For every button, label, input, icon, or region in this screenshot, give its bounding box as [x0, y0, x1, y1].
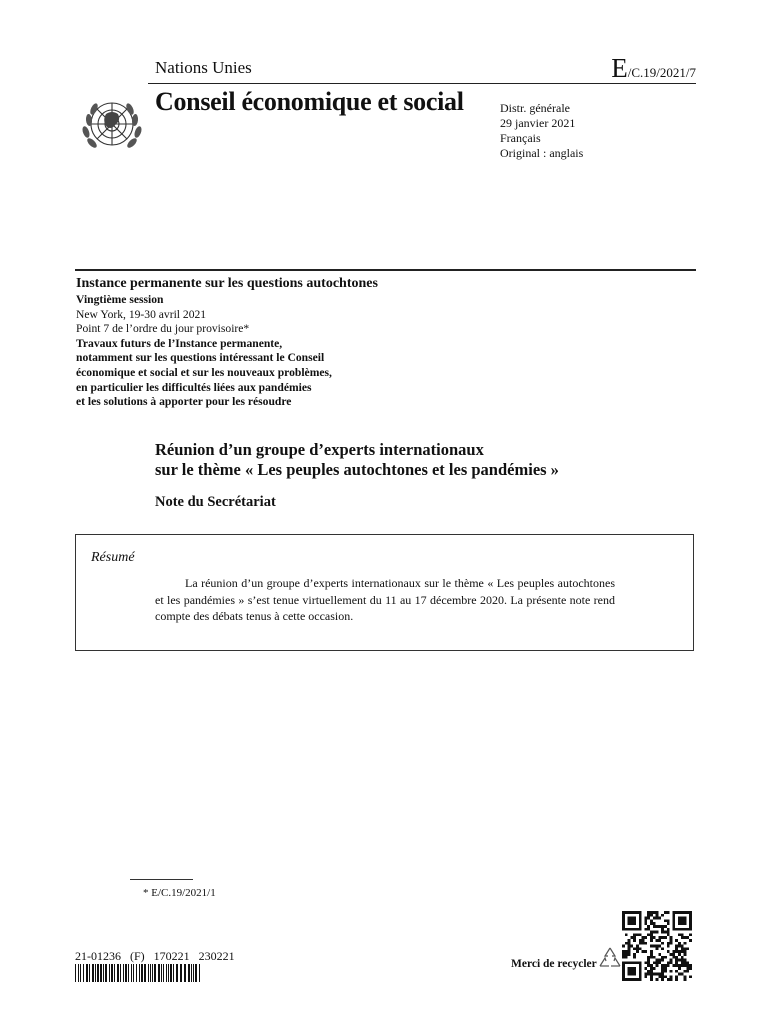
section-rule [75, 269, 696, 271]
distr-original: Original : anglais [500, 146, 584, 160]
agenda-title-line: économique et social et sur les nouveaux problèmes, [76, 365, 332, 379]
recycle-icon [596, 944, 624, 972]
summary-heading: Résumé [91, 550, 135, 565]
document-title [155, 440, 559, 480]
footnote: * E/C.19/2021/1 [143, 887, 216, 899]
distr-line: Distr. générale [500, 101, 570, 115]
note-subtitle: Note du Secrétariat [155, 494, 276, 510]
distr-language: Français [500, 131, 541, 145]
agenda-item: Point 7 de l’ordre du jour provisoire* [76, 322, 250, 336]
org-name: Nations Unies [155, 58, 252, 77]
qr-code-icon [622, 911, 692, 981]
session: Vingtième session [76, 293, 164, 306]
summary-text-block [155, 575, 615, 625]
place-dates: New York, 19-30 avril 2021 [76, 307, 207, 321]
agenda-title-line: notamment sur les questions intéressant le Conseil [76, 351, 325, 365]
title-line: Réunion d’un groupe d’experts internationaux [155, 440, 484, 459]
un-emblem-icon [78, 90, 146, 158]
document-symbol [611, 53, 696, 84]
barcode-icon [75, 964, 202, 982]
document-number: 21-01236 (F) 170221 230221 [75, 949, 235, 963]
agenda-title-line: et les solutions à apporter pour les résoudre [76, 395, 292, 409]
header-rule [148, 83, 696, 84]
symbol-prefix: E [611, 53, 628, 83]
council-title: Conseil économique et social [155, 87, 464, 116]
recycle-note: Merci de recycler [511, 958, 597, 970]
symbol-rest: /C.19/2021/7 [627, 65, 696, 80]
distribution-block [500, 101, 583, 161]
agenda-title-line: Travaux futurs de l’Instance permanente, [76, 336, 283, 350]
title-line: sur le thème « Les peuples autochtones et les pandémies » [155, 460, 559, 479]
summary-text: La réunion d’un groupe d’experts internationaux sur le thème « Les peuples autochtones et les pandémies » s’est tenue virtuellement du 11 au 17 décembre 2020. La présente note rend compte des débats tenus à cette occasion. [155, 576, 615, 623]
distr-date: 29 janvier 2021 [500, 116, 576, 130]
footnote-rule [130, 879, 193, 880]
agenda-title-line: en particulier les difficultés liées aux pandémies [76, 380, 312, 394]
agenda-block [76, 293, 332, 410]
instance-title: Instance permanente sur les questions autochtones [76, 276, 378, 291]
